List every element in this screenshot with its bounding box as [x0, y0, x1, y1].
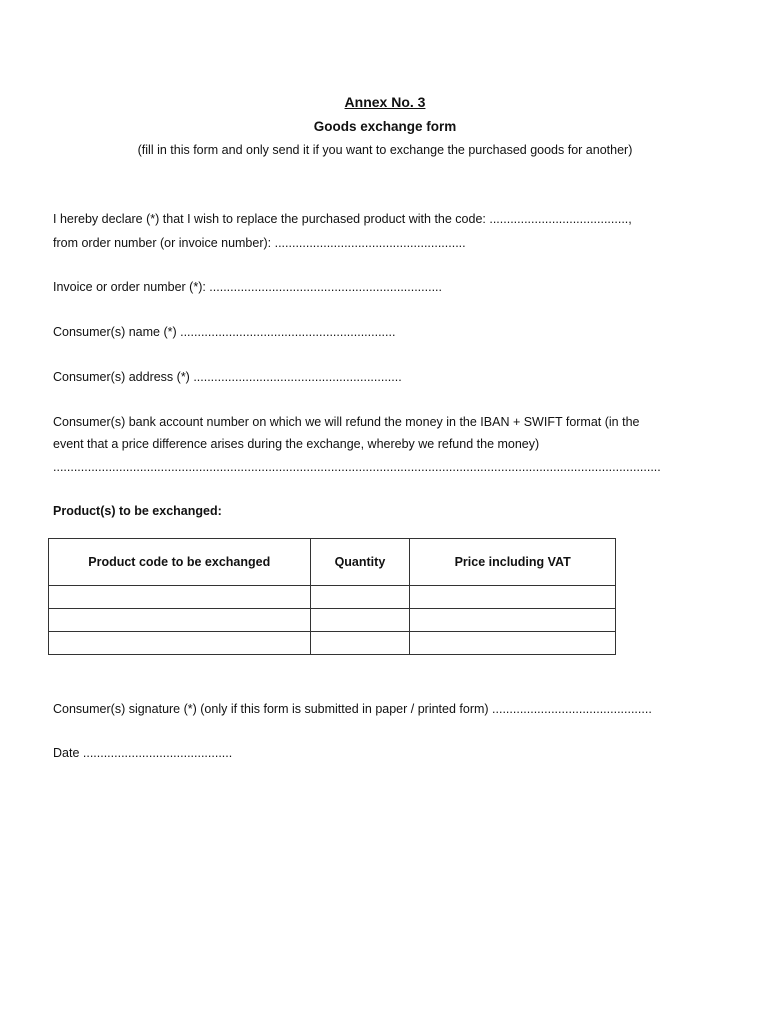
- date-field: Date ...........................................: [53, 746, 233, 760]
- price-cell[interactable]: [410, 586, 616, 609]
- column-header-product-code: Product code to be exchanged: [49, 539, 311, 586]
- invoice-number-field: Invoice or order number (*): ...................................................................: [53, 280, 442, 294]
- product-code-cell[interactable]: [49, 632, 311, 655]
- column-header-price: Price including VAT: [410, 539, 616, 586]
- price-cell[interactable]: [410, 609, 616, 632]
- column-header-quantity: Quantity: [310, 539, 410, 586]
- table-row: [49, 632, 616, 655]
- declaration-line-2: from order number (or invoice number): .......................................................: [53, 236, 466, 250]
- product-code-cell[interactable]: [49, 609, 311, 632]
- form-subtitle: (fill in this form and only send it if you want to exchange the purchased goods for another): [137, 143, 633, 157]
- product-code-cell[interactable]: [49, 586, 311, 609]
- products-table-header: [49, 539, 616, 586]
- annex-number: Annex No. 3: [344, 94, 426, 110]
- quantity-cell[interactable]: [310, 632, 410, 655]
- quantity-cell[interactable]: [310, 586, 410, 609]
- bank-account-line-1: Consumer(s) bank account number on which we will refund the money in the IBAN + SWIFT format (in the: [53, 415, 640, 429]
- declaration-line-1: I hereby declare (*) that I wish to replace the purchased product with the code: ........................................,: [53, 212, 632, 226]
- quantity-cell[interactable]: [310, 609, 410, 632]
- consumer-address-field: Consumer(s) address (*) ............................................................: [53, 370, 402, 384]
- signature-field: Consumer(s) signature (*) (only if this form is submitted in paper / printed form) ..............................................: [53, 702, 652, 716]
- bank-account-line-2: event that a price difference arises during the exchange, whereby we refund the money): [53, 437, 540, 451]
- bank-account-line-3: ...............................................................................................................................................................................: [53, 460, 661, 474]
- table-row: [49, 609, 616, 632]
- table-row: [49, 586, 616, 609]
- consumer-name-field: Consumer(s) name (*) ..............................................................: [53, 325, 396, 339]
- price-cell[interactable]: [410, 632, 616, 655]
- products-table: [48, 538, 616, 655]
- form-title: Goods exchange form: [313, 119, 457, 134]
- products-heading: Product(s) to be exchanged:: [53, 504, 222, 518]
